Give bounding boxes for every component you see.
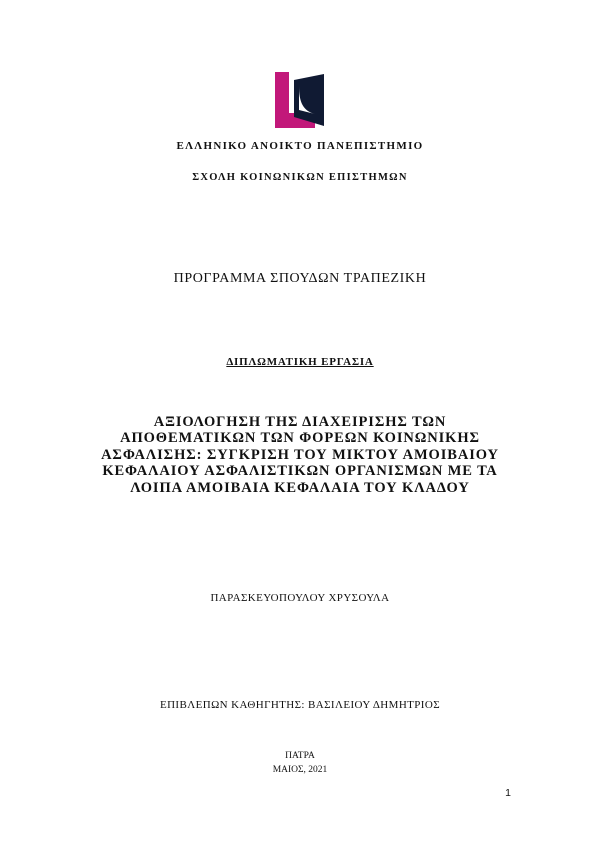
thesis-title [100, 414, 500, 496]
date: ΜΑΙΟΣ, 2021 [272, 765, 328, 775]
page-number: 1 [505, 787, 511, 799]
university-name: ΕΛΛΗΝΙΚΟ ΑΝΟΙΚΤΟ ΠΑΝΕΠΙΣΤΗΜΙΟ [176, 140, 424, 152]
supervisor-line: ΕΠΙΒΛΕΠΩΝ ΚΑΘΗΓΗΤΗΣ: ΒΑΣΙΛΕΙΟΥ ΔΗΜΗΤΡΙΟΣ [159, 699, 441, 711]
program-name: ΠΡΟΓΡΑΜΜΑ ΣΠΟΥΔΩΝ ΤΡΑΠΕΖΙΚΗ [173, 271, 427, 286]
university-logo-icon [275, 72, 327, 128]
thesis-title-line: ΑΣΦΑΛΙΣΗΣ: ΣΥΓΚΡΙΣΗ ΤΟΥ ΜΙΚΤΟΥ ΑΜΟΙΒΑΙΟΥ [101, 446, 499, 463]
thesis-title-line: ΛΟΙΠΑ ΑΜΟΙΒΑΙΑ ΚΕΦΑΛΑΙΑ ΤΟΥ ΚΛΑΔΟΥ [130, 479, 470, 496]
city: ΠΑΤΡΑ [285, 751, 315, 761]
thesis-title-line: ΑΞΙΟΛΟΓΗΣΗ ΤΗΣ ΔΙΑΧΕΙΡΙΣΗΣ ΤΩΝ [153, 414, 447, 430]
thesis-type-heading: ΔΙΠΛΩΜΑΤΙΚΗ ΕΡΓΑΣΙΑ [226, 356, 374, 368]
school-name: ΣΧΟΛΗ ΚΟΙΝΩΝΙΚΩΝ ΕΠΙΣΤΗΜΩΝ [192, 172, 408, 183]
logo-navy-shape [294, 74, 324, 126]
thesis-title-line: ΑΠΟΘΕΜΑΤΙΚΩΝ ΤΩΝ ΦΟΡΕΩΝ ΚΟΙΝΩΝΙΚΗΣ [120, 430, 480, 447]
thesis-title-line: ΚΕΦΑΛΑΙΟΥ ΑΣΦΑΛΙΣΤΙΚΩΝ ΟΡΓΑΝΙΣΜΩΝ ΜΕ ΤΑ [102, 463, 498, 480]
author-name: ΠΑΡΑΣΚΕΥΟΠΟΥΛΟΥ ΧΡΥΣΟΥΛΑ [210, 592, 390, 604]
